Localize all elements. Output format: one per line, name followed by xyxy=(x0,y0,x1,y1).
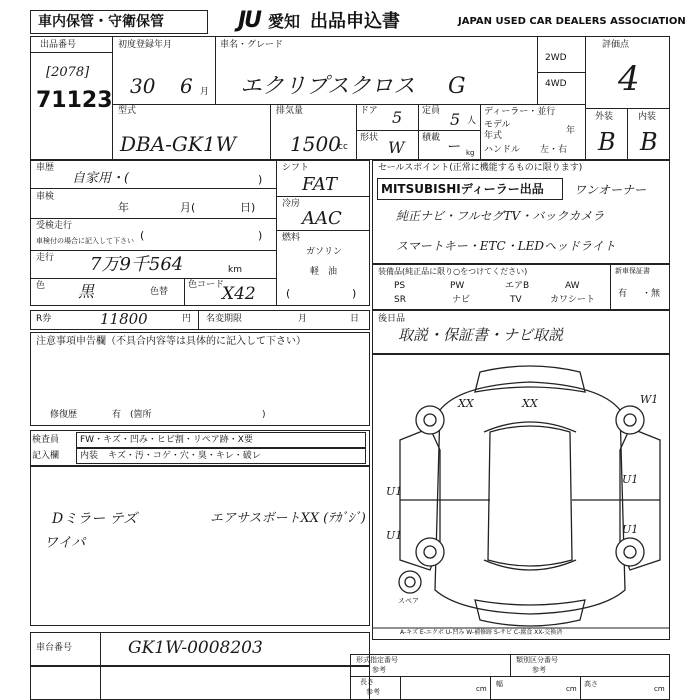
rating-label: 評価点 xyxy=(602,40,630,50)
chassis-value: GK1W-0008203 xyxy=(128,638,263,658)
length-label: 長さ xyxy=(360,678,374,686)
interior-label: 内装 xyxy=(638,112,657,122)
notes-label: 注意事項申告欄（不具合内容等は具体的に記入して下さい） xyxy=(36,336,306,347)
recycle-unit: 円 xyxy=(182,314,192,324)
displacement-label: 排気量 xyxy=(276,106,304,116)
exterior-grade: B xyxy=(598,128,616,156)
drive-4wd: 4WD xyxy=(545,79,567,89)
name-change-label: 名変期限 xyxy=(206,314,243,324)
shift-label: シフト xyxy=(282,163,310,173)
body-shape-value: W xyxy=(388,138,405,157)
equip-airbag: エアB xyxy=(505,281,530,291)
equip-tv: TV xyxy=(510,295,522,305)
inspector-row-2-label: 内装 xyxy=(80,451,99,461)
warranty-yes: 有 xyxy=(618,289,628,299)
equip-pw: PW xyxy=(450,281,465,291)
color-change-label: 色替 xyxy=(150,287,169,297)
inspection-day-unit: 日) xyxy=(240,201,256,214)
storage-label: 車内保管・守衛保管 xyxy=(38,14,164,30)
handle-value: 左・右 xyxy=(540,145,568,155)
inspector-label-2: 記入欄 xyxy=(32,451,60,461)
model-year-unit: 年 xyxy=(566,126,576,136)
capacity-value: 5 xyxy=(450,110,461,129)
name-change-day: 日 xyxy=(350,314,360,324)
region-name: 愛知 xyxy=(268,12,301,31)
selling-line-2: 純正ナビ・フルセグTV・バックカメラ xyxy=(396,209,605,223)
doors-label: ドア xyxy=(360,106,378,116)
mileage-label: 走行 xyxy=(36,253,55,263)
model-label: 型式 xyxy=(118,106,137,116)
color-label: 色 xyxy=(36,281,46,291)
shape-spec-ref: 参考 xyxy=(372,666,386,674)
equip-leather: カワシート xyxy=(550,295,596,305)
equip-ps: PS xyxy=(394,281,406,291)
drive-2wd: 2WD xyxy=(545,53,567,63)
equip-navi: ナビ xyxy=(452,295,471,305)
damage-mark-1: XX xyxy=(458,397,474,410)
recycle-section xyxy=(30,310,370,330)
history-label: 車歴 xyxy=(36,163,55,173)
ju-logo: JU xyxy=(238,8,261,33)
color-value: 黒 xyxy=(78,282,95,301)
mileage-value: 7万9千564 xyxy=(90,254,184,275)
lot-bracket-number: [2078] xyxy=(46,65,90,80)
damage-legend: A-キズ E-エクボ U-凹み W-補修跡 S-サビ C-腐食 XX-交換済 xyxy=(400,629,563,636)
chassis-label: 車台番号 xyxy=(36,643,73,653)
name-change-month: 月 xyxy=(298,314,308,324)
interior-grade: B xyxy=(640,128,658,156)
registration-label: 初度登録年月 xyxy=(118,40,173,50)
recycle-value: 11800 xyxy=(100,310,148,328)
shift-value: FAT xyxy=(302,174,337,195)
car-name-label: 車名・グレード xyxy=(220,40,284,50)
fuel-diesel: 軽 油 xyxy=(310,267,338,277)
spare-label: スペア xyxy=(398,597,419,605)
selling-line-1: ワンオーナー xyxy=(574,183,647,197)
dealer-label: ディーラー・並行 xyxy=(484,107,556,117)
fuel-paren-open: ( xyxy=(286,287,291,300)
damage-mark-6: W1 xyxy=(640,393,659,406)
equip-aw: AW xyxy=(565,281,580,291)
capacity-unit: 人 xyxy=(467,116,477,126)
load-value: ー xyxy=(446,139,460,155)
equipment-label: 装備品(純正品に限り○をつけてください) xyxy=(378,267,528,276)
ac-label: 冷房 xyxy=(282,199,301,209)
fuel-label: 燃料 xyxy=(282,233,301,243)
body-shape-label: 形状 xyxy=(360,133,379,143)
history-value: 自家用・( xyxy=(72,171,130,186)
load-unit: kg xyxy=(466,149,475,157)
length-ref: 参考 xyxy=(366,688,380,696)
mileage-check-open: ( xyxy=(140,229,145,242)
handle-label: ハンドル xyxy=(484,145,521,155)
category-ref: 参考 xyxy=(532,666,546,674)
inspection-label: 車検 xyxy=(36,192,55,202)
registration-month: 6 xyxy=(180,74,193,98)
height-label: 高さ xyxy=(584,680,598,688)
history-close: ) xyxy=(258,173,263,186)
selling-line-3: スマートキー・ETC・LEDヘッドライト xyxy=(396,239,616,253)
fuel-paren-close: ) xyxy=(352,287,357,300)
color-code-label: 色コード xyxy=(188,280,225,290)
model-year-label: 年式 xyxy=(484,131,503,141)
form-title: 出品申込書 xyxy=(310,11,400,32)
mileage-unit: km xyxy=(228,265,242,275)
fuel-gasoline: ガソリン xyxy=(306,247,343,257)
inspector-row-1: FW・キズ・凹み・ヒビ割・リペア跡・X要 xyxy=(80,435,253,445)
category-label: 類別区分番号 xyxy=(516,656,558,664)
later-docs-value: 取説・保証書・ナビ取説 xyxy=(398,326,564,344)
model-value: DBA-GK1W xyxy=(120,132,237,156)
damage-mark-4: U1 xyxy=(386,529,403,542)
damage-mark-3: U1 xyxy=(386,485,403,498)
car-grade: G xyxy=(448,74,466,99)
capacity-label: 定員 xyxy=(422,106,441,116)
inspector-label-1: 検査員 xyxy=(32,435,60,445)
registration-month-unit: 月 xyxy=(200,87,210,97)
lot-label: 出品番号 xyxy=(40,40,77,50)
shape-spec-label: 形式指定番号 xyxy=(356,656,398,664)
inspection-month-unit: 月( xyxy=(180,201,196,214)
inspector-note-3: エアサスボートXX (ﾃｶﾞｼﾞ) xyxy=(210,511,366,526)
car-name: エクリプスクロス xyxy=(240,74,416,99)
ac-value: AAC xyxy=(302,208,342,229)
lower-left-box xyxy=(30,666,370,700)
damage-mark-7: U1 xyxy=(622,523,639,536)
load-label: 積載 xyxy=(422,133,441,143)
later-docs-label: 後日品 xyxy=(378,314,406,324)
inspector-row-2: キズ・汚・コゲ・穴・臭・キレ・破レ xyxy=(108,451,261,461)
displacement-value: 1500 xyxy=(290,132,341,156)
brand-text: MITSUBISHIディーラー出品 xyxy=(381,182,544,196)
repair-close: ) xyxy=(262,410,266,420)
selling-points-label: セールスポイント(正常に機能するものに限ります) xyxy=(378,163,583,173)
color-code-value: X42 xyxy=(222,284,256,304)
mileage-check-note: 車検付の場合に記入して下さい xyxy=(36,237,134,245)
mileage-check-label: 受検走行 xyxy=(36,221,73,231)
width-unit: cm xyxy=(566,685,577,693)
length-unit: cm xyxy=(476,685,487,693)
displacement-unit: cc xyxy=(338,142,348,152)
lot-number: 71123 xyxy=(36,88,113,113)
rating-score: 4 xyxy=(618,59,640,99)
inspector-note-2: ワイパ xyxy=(44,535,86,551)
registration-year: 30 xyxy=(130,74,156,98)
repair-label: 修復歴 xyxy=(50,410,78,420)
inspection-year-unit: 年 xyxy=(118,201,129,214)
recycle-label: R券 xyxy=(36,314,52,324)
exterior-label: 外装 xyxy=(595,112,614,122)
damage-mark-2: XX xyxy=(522,397,538,410)
model-line-label: モデル xyxy=(484,120,511,130)
repair-value: 有 (箇所 xyxy=(112,410,152,420)
width-label: 幅 xyxy=(496,680,503,688)
mileage-check-close: ) xyxy=(258,229,263,242)
equip-sr: SR xyxy=(394,295,406,305)
damage-mark-5: U1 xyxy=(622,473,639,486)
association-name: JAPAN USED CAR DEALERS ASSOCIATION xyxy=(458,16,686,27)
doors-value: 5 xyxy=(392,108,403,127)
inspector-note-1: Dミラー テズ xyxy=(52,511,138,527)
height-unit: cm xyxy=(654,685,665,693)
warranty-no: ・無 xyxy=(642,289,661,299)
new-warranty-label: 新車保証書 xyxy=(615,267,650,275)
